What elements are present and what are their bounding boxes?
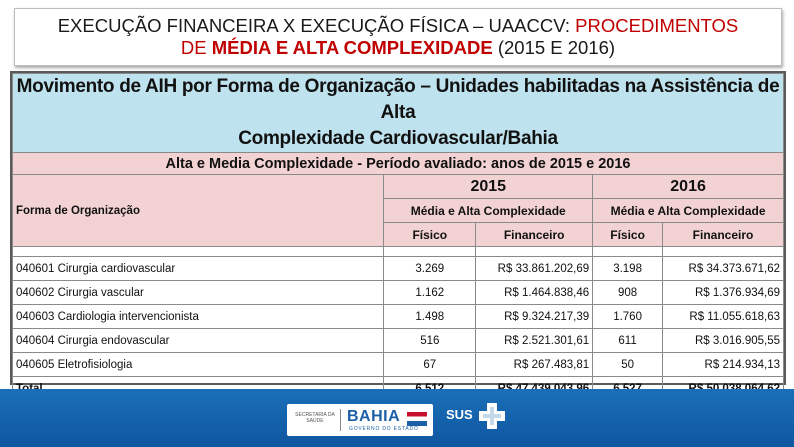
row-label: 040605 Eletrofisiologia bbox=[13, 353, 384, 377]
group-label-2016: Média e Alta Complexidade bbox=[593, 199, 784, 223]
col-financeiro-2016: Financeiro bbox=[663, 223, 784, 247]
table-subtitle-row bbox=[13, 153, 784, 175]
fisico-2015: 516 bbox=[384, 329, 476, 353]
sus-cross-icon bbox=[477, 401, 507, 431]
row-header: Forma de Organização bbox=[13, 175, 384, 247]
fisico-2016: 3.198 bbox=[593, 257, 663, 281]
financeiro-2016: R$ 1.376.934,69 bbox=[663, 281, 784, 305]
table-row bbox=[13, 329, 784, 353]
fisico-2016: 50 bbox=[593, 353, 663, 377]
financeiro-2015: R$ 33.861.202,69 bbox=[476, 257, 593, 281]
financeiro-2016: R$ 11.055.618,63 bbox=[663, 305, 784, 329]
table-row bbox=[13, 281, 784, 305]
fisico-2015: 1.162 bbox=[384, 281, 476, 305]
fisico-2015: 3.269 bbox=[384, 257, 476, 281]
slide-title bbox=[14, 8, 782, 66]
slide-title-line2 bbox=[15, 37, 781, 59]
financeiro-2016: R$ 214.934,13 bbox=[663, 353, 784, 377]
year-row bbox=[13, 175, 784, 199]
title-line2-red-bold: MÉDIA E ALTA COMPLEXIDADE bbox=[211, 37, 493, 58]
col-financeiro-2015: Financeiro bbox=[476, 223, 593, 247]
year-2015: 2015 bbox=[384, 175, 593, 199]
row-label: 040601 Cirurgia cardiovascular bbox=[13, 257, 384, 281]
col-fisico-2016: Físico bbox=[593, 223, 663, 247]
bahia-wordmark: BAHIA bbox=[347, 408, 401, 425]
flag-icon bbox=[407, 412, 427, 426]
secretaria-label: SECRETARIA DA SAÚDE bbox=[295, 412, 335, 424]
table-row bbox=[13, 305, 784, 329]
table-title-line1: Movimento de AIH por Forma de Organização – Unidades habilitadas na Assistência de Alta bbox=[16, 76, 780, 123]
data-table-container bbox=[10, 71, 786, 385]
fisico-2015: 67 bbox=[384, 353, 476, 377]
financeiro-2015: R$ 9.324.217,39 bbox=[476, 305, 593, 329]
title-line2-red-plain: DE bbox=[180, 37, 212, 58]
table-title-line2: Complexidade Cardiovascular/Bahia bbox=[238, 128, 558, 149]
sus-wordmark: SUS bbox=[446, 407, 473, 422]
group-label-2015: Média e Alta Complexidade bbox=[384, 199, 593, 223]
row-label: 040604 Cirurgia endovascular bbox=[13, 329, 384, 353]
fisico-2016: 611 bbox=[593, 329, 663, 353]
aih-table bbox=[12, 73, 784, 421]
title-line2-black: (2015 E 2016) bbox=[492, 37, 616, 58]
table-title-row bbox=[13, 74, 784, 153]
bahia-government-logo bbox=[287, 404, 433, 436]
governo-label: GOVERNO DO ESTADO bbox=[349, 426, 419, 432]
fisico-2016: 908 bbox=[593, 281, 663, 305]
slide-title-line1 bbox=[15, 15, 781, 37]
financeiro-2015: R$ 2.521.301,61 bbox=[476, 329, 593, 353]
spacer-row bbox=[13, 247, 784, 257]
table-row bbox=[13, 353, 784, 377]
title-line1-black: EXECUÇÃO FINANCEIRA X EXECUÇÃO FÍSICA – UAACCV: bbox=[57, 15, 576, 36]
financeiro-2016: R$ 3.016.905,55 bbox=[663, 329, 784, 353]
col-fisico-2015: Físico bbox=[384, 223, 476, 247]
fisico-2016: 1.760 bbox=[593, 305, 663, 329]
table-title bbox=[13, 74, 784, 153]
table-subtitle: Alta e Media Complexidade - Período avaliado: anos de 2015 e 2016 bbox=[13, 153, 784, 175]
logo-divider bbox=[340, 409, 341, 431]
row-label: 040603 Cardiologia intervencionista bbox=[13, 305, 384, 329]
financeiro-2015: R$ 1.464.838,46 bbox=[476, 281, 593, 305]
title-line1-red: PROCEDIMENTOS bbox=[575, 15, 739, 36]
financeiro-2015: R$ 267.483,81 bbox=[476, 353, 593, 377]
table-row bbox=[13, 257, 784, 281]
fisico-2015: 1.498 bbox=[384, 305, 476, 329]
row-label: 040602 Cirurgia vascular bbox=[13, 281, 384, 305]
financeiro-2016: R$ 34.373.671,62 bbox=[663, 257, 784, 281]
year-2016: 2016 bbox=[593, 175, 784, 199]
